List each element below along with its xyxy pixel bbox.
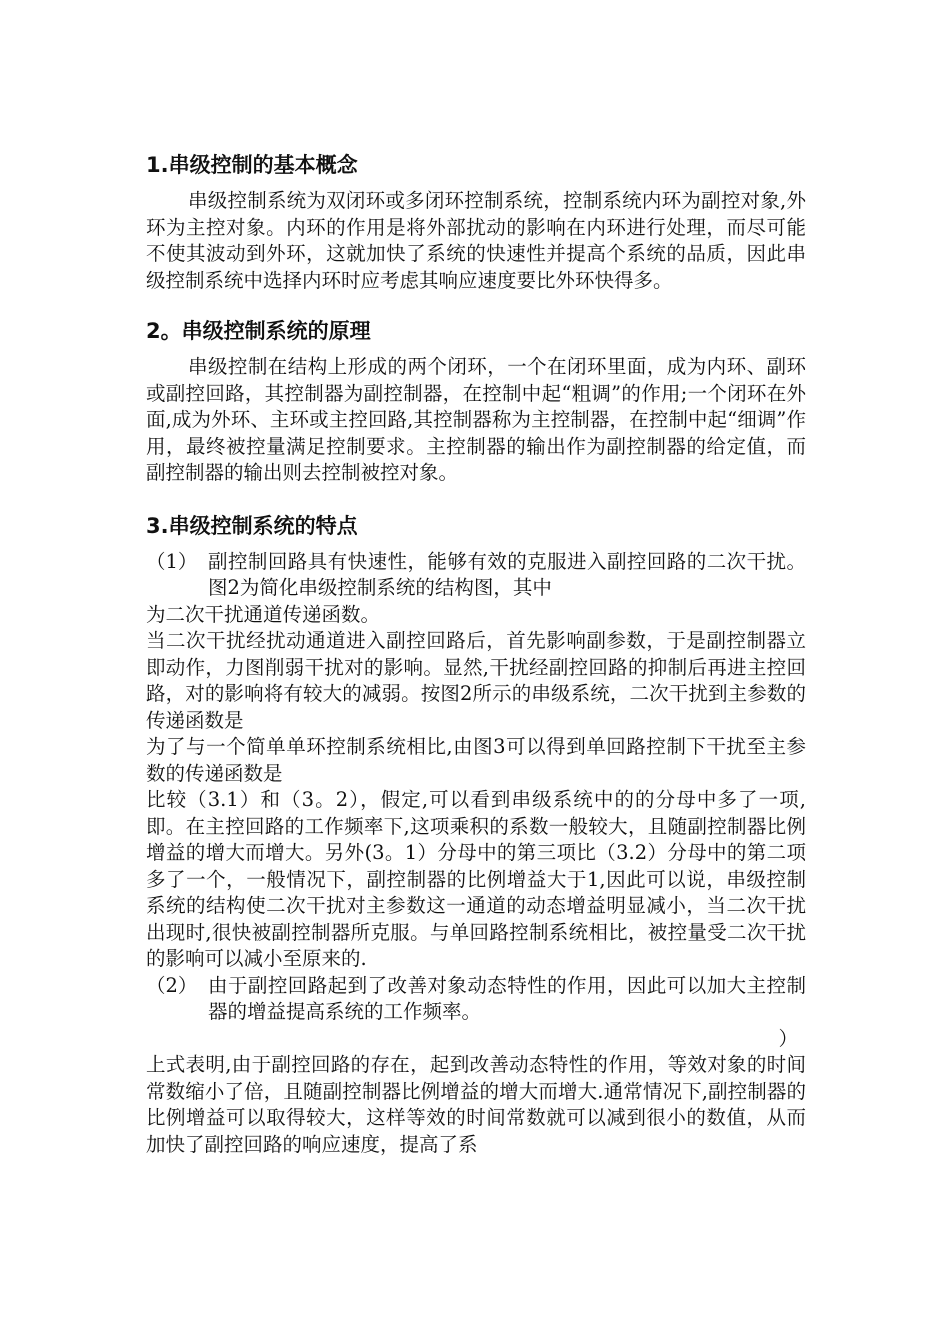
list-item-1-number: （1） bbox=[146, 549, 198, 573]
list-item-2 bbox=[146, 973, 806, 1026]
section-2-heading: 2。串级控制系统的原理 bbox=[146, 319, 371, 343]
section-2-paragraph: 串级控制在结构上形成的两个闭环，一个在闭环里面，成为内环、副环或副控回路，其控制器为副控制器，在控制中起“粗调”的作用;一个闭环在外面,成为外环、主环或主控回路,其控制器称为主控制器，在控制中起“细调”作用，最终被控量满足控制要求。主控制器的输出作为副控制器的给定值，而副控制器的输出则去控制被控对象。 bbox=[146, 355, 806, 484]
section-1-paragraph: 串级控制系统为双闭环或多闭环控制系统，控制系统内环为副控对象,外环为主控对象。内环的作用是将外部扰动的影响在内环进行处理，而尽可能不使其波动到外环，这就加快了系统的快速性并提高个系统的品质，因此串级控制系统中选择内环时应考虑其响应速度要比外环快得多。 bbox=[146, 189, 806, 292]
section-3-paragraph-1: 为二次干扰通道传递函数。 bbox=[146, 602, 381, 626]
list-item-2-number: （2） bbox=[146, 973, 198, 997]
section-1-heading: 1.串级控制的基本概念 bbox=[146, 153, 358, 177]
list-item-1 bbox=[146, 549, 806, 602]
section-3-paragraph-2: 当二次干扰经扰动通道进入副控回路后，首先影响副参数，于是副控制器立即动作，力图削弱干扰对的影响。显然,干扰经副控回路的抑制后再进主控回路，对的影响将有较大的减弱。按图2所示的串级系统，二次干扰到主参数的传递函数是 bbox=[146, 629, 806, 732]
list-item-1-text: 副控制回路具有快速性，能够有效的克服进入副控回路的二次干扰。图2为简化串级控制系统的结构图，其中 bbox=[208, 549, 806, 599]
list-item-2-text: 由于副控回路起到了改善对象动态特性的作用，因此可以加大主控制器的增益提高系统的工作频率。 bbox=[208, 973, 806, 1023]
section-3-heading: 3.串级控制系统的特点 bbox=[146, 513, 358, 538]
section-3-paragraph-5: 上式表明,由于副控回路的存在，起到改善动态特性的作用，等效对象的时间常数缩小了倍，且随副控制器比例增益的增大而增大.通常情况下,副控制器的比例增益可以取得较大，这样等效的时间常数就可以减到很小的数值，从而加快了副控回路的响应速度，提高了系 bbox=[146, 1053, 806, 1156]
section-3-paragraph-4: 比较（3.1）和（3。2），假定,可以看到串级系统中的的分母中多了一项,即。在主控回路的工作频率下,这项乘积的系数一般较大，且随副控制器比例增益的增大而增大。另外(3。1）分母中的第三项比（3.2）分母中的第二项多了一个，一般情况下，副控制器的比例增益大于1,因此可以说，串级控制系统的结构使二次干扰对主参数这一通道的动态增益明显减小，当二次干扰出现时,很快被副控制器所克服。与单回路控制系统相比，被控量受二次干扰的影响可以减小至原来的. bbox=[146, 788, 806, 970]
closing-parenthesis: ） bbox=[778, 1026, 798, 1050]
section-3-paragraph-3: 为了与一个简单单环控制系统相比,由图3可以得到单回路控制下干扰至主参数的传递函数是 bbox=[146, 735, 806, 785]
document-page bbox=[146, 150, 806, 1158]
